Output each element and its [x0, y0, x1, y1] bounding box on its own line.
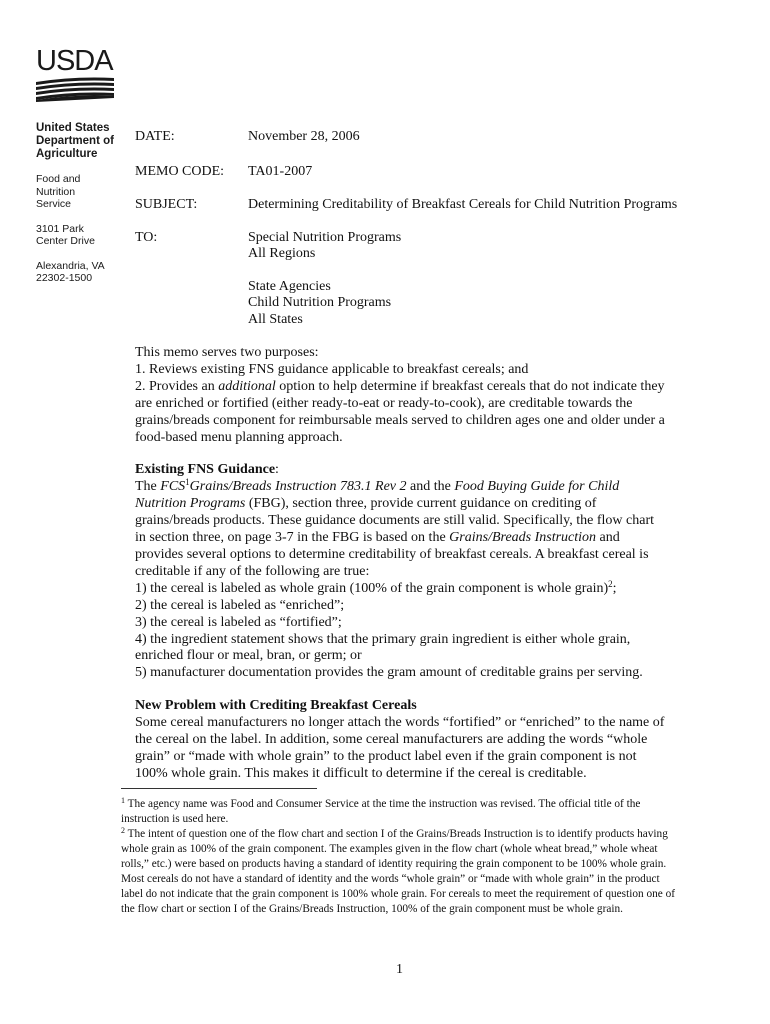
text-run: The agency name was Food and Consumer Service at the time the instruction was revised. The official title of the instruction is used here.: [121, 798, 641, 825]
to-label: TO:: [135, 230, 158, 245]
intro-item-1: 1. Reviews existing FNS guidance applicable to breakfast cereals; and: [135, 361, 529, 377]
service-line: Food and: [36, 173, 81, 185]
emphasis: Food Buying Guide for Child Nutrition Programs: [135, 479, 620, 512]
text-run: (FBG), section three, provide current guidance on crediting of grains/breads products. These guidance documents are still valid. Specifically, the flow chart in section three, on page 3-7 in the FBG is based on the: [135, 496, 655, 546]
new-problem-text: Some cereal manufacturers no longer attach the words “fortified” or “enriched” to the name of the cereal on the label. In addition, some cereal manufacturers are adding the words “whole grain” or “made with whole grain” to the product label even if the grain component is not 100% whole grain. This makes it difficult to determine if the cereal is creditable.: [135, 715, 665, 781]
city-line: Alexandria, VA: [36, 259, 105, 272]
street-address: [36, 223, 126, 248]
subject-value: Determining Creditability of Breakfast Cereals for Child Nutrition Programs: [248, 197, 678, 212]
text-run: :: [275, 462, 279, 478]
criteria-item-2: 2) the cereal is labeled as “enriched”;: [135, 597, 345, 613]
emphasis: FCS: [160, 479, 186, 495]
to-recipient-line: All States: [248, 312, 303, 327]
dept-line: Agriculture: [36, 148, 98, 160]
to-recipient-line: State Agencies: [248, 279, 331, 294]
address-line: 3101 Park: [36, 222, 84, 235]
service-line: Nutrition: [36, 185, 76, 198]
agency-sidebar: [36, 122, 126, 285]
footnotes: [121, 797, 681, 917]
memo-body: [135, 345, 665, 783]
text-run: option to help determine if breakfast cereals that do not indicate they are enriched or fortified (either ready-to-eat or ready-to-cook), are creditable towards the grains/breads component for reimbursable meals served to children ages one and older under a food-based menu planning approach.: [135, 378, 665, 445]
emphasis: Grains/Breads Instruction 783.1 Rev 2: [189, 479, 407, 495]
dept-line: United States: [36, 122, 110, 134]
city-line: 22302-1500: [36, 272, 93, 284]
emphasis: Grains/Breads Instruction: [449, 530, 597, 546]
footnote-number: 1: [121, 796, 125, 805]
subject-label: SUBJECT:: [135, 197, 198, 212]
new-problem-heading: New Problem with Crediting Breakfast Cereals: [135, 698, 417, 714]
emphasis: do not: [145, 888, 175, 900]
usda-logo: [36, 46, 114, 104]
date-value: November 28, 2006: [248, 129, 360, 144]
footnote-divider: [121, 788, 317, 789]
text-run: The intent of question one of the flow chart and section I of the Grains/Breads Instruction is to identify products having whole grain as 100% of the grain component. The examples given in the flow chart (whole wheat bread,” whole wheat rolls,” etc.) were based on products having a standard of identity requiring the grain component to be 100% whole grain. Most cereals do not have a standard of identity and the words “whole grain” or “made with whole grain” in the product label: [121, 828, 668, 900]
service-name: [36, 173, 126, 211]
text-run: indicate that the grain component is 100% whole grain. For cereals to meet the requirement of question one of the flow chart or section I of the Grains/Breads Instruction, 100% of the grain component must be whole grain.: [121, 888, 676, 915]
footnote-1: [121, 797, 681, 827]
text-run: 2. Provides an: [135, 378, 219, 394]
footnote-ref: 2: [608, 578, 613, 589]
criteria-item-5: 5) manufacturer documentation provides the gram amount of creditable grains per serving.: [135, 665, 643, 681]
emphasis: additional: [218, 378, 276, 394]
footnote-ref: 1: [185, 477, 190, 488]
existing-guidance-text: [135, 479, 665, 580]
address-line: Center Drive: [36, 235, 95, 247]
logo-text: USDA: [36, 45, 113, 77]
existing-guidance-heading: [135, 462, 665, 479]
footnote-number: 2: [121, 826, 125, 835]
department-name: [36, 122, 126, 161]
criteria-item-3: 3) the cereal is labeled as “fortified”;: [135, 614, 342, 630]
memo-code-value: TA01-2007: [248, 164, 313, 179]
date-label: DATE:: [135, 129, 175, 144]
criteria-item-1: [135, 578, 665, 598]
page-number: 1: [396, 962, 403, 977]
criteria-item-4: 4) the ingredient statement shows that the primary grain ingredient is either whole grain, enriched flour or meal, bran, or germ; or: [135, 631, 631, 664]
text-run: and the: [406, 479, 455, 495]
dept-line: Department of: [36, 135, 114, 147]
footnote-2: [121, 827, 681, 917]
text-run: and provides several options to determine creditability of breakfast cereals. A breakfast cereal is creditable if any of the following are true:: [135, 530, 649, 579]
logo-swoosh-icon: [36, 74, 114, 104]
to-recipient-line: All Regions: [248, 246, 316, 261]
intro-item-2: [135, 379, 665, 447]
section-heading: Existing FNS Guidance: [135, 462, 276, 478]
to-recipient-line: Special Nutrition Programs: [248, 230, 402, 245]
text-run: The: [135, 479, 161, 495]
text-run: 1) the cereal is labeled as whole grain (100% of the grain component is whole grain): [135, 580, 609, 596]
memo-code-label: MEMO CODE:: [135, 164, 225, 179]
intro-purpose: This memo serves two purposes:: [135, 345, 319, 360]
service-line: Service: [36, 198, 72, 210]
to-recipient-line: Child Nutrition Programs: [248, 295, 392, 310]
city-address: [36, 260, 126, 285]
text-run: ;: [612, 580, 617, 596]
